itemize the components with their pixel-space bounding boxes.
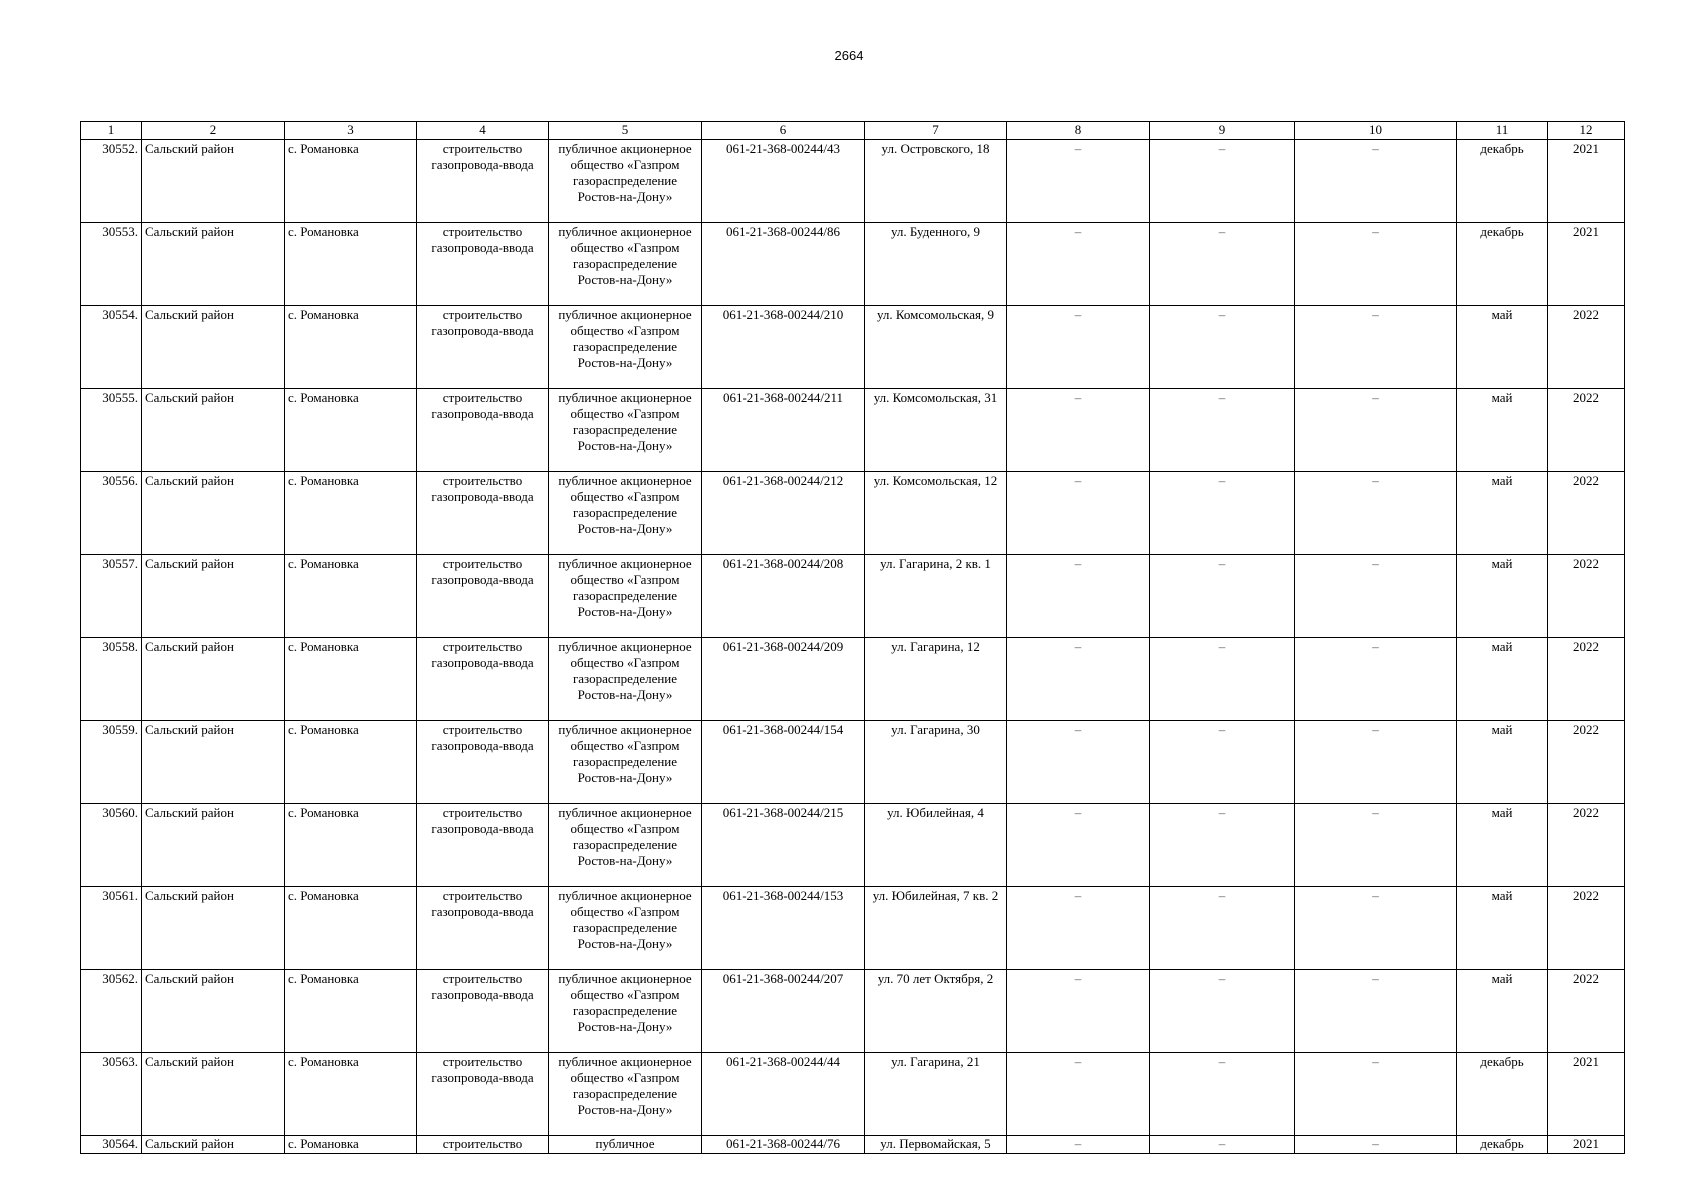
cell-year: 2021 [1548, 140, 1625, 223]
cell-year: 2022 [1548, 721, 1625, 804]
cell-col8: – [1007, 970, 1150, 1053]
cell-organization: публичное акционерное общество «Газпром газораспределение Ростов-на-Дону» [549, 638, 702, 721]
cell-registration-code: 061-21-368-00244/86 [702, 223, 865, 306]
table-header [81, 122, 1625, 140]
cell-district: Сальский район [142, 306, 285, 389]
cell-record-number: 30563. [81, 1053, 142, 1136]
cell-month: май [1457, 306, 1548, 389]
cell-registration-code: 061-21-368-00244/153 [702, 887, 865, 970]
cell-work-type: строительство газопровода-ввода [417, 223, 549, 306]
cell-year: 2022 [1548, 970, 1625, 1053]
cell-month: май [1457, 804, 1548, 887]
cell-organization: публичное акционерное общество «Газпром газораспределение Ростов-на-Дону» [549, 306, 702, 389]
cell-organization: публичное акционерное общество «Газпром газораспределение Ростов-на-Дону» [549, 887, 702, 970]
cell-organization: публичное акционерное общество «Газпром газораспределение Ростов-на-Дону» [549, 389, 702, 472]
cell-record-number: 30559. [81, 721, 142, 804]
cell-organization: публичное акционерное общество «Газпром газораспределение Ростов-на-Дону» [549, 970, 702, 1053]
table-row [81, 1136, 1625, 1154]
cell-locality: с. Романовка [285, 140, 417, 223]
cell-col8: – [1007, 887, 1150, 970]
cell-organization: публичное акционерное общество «Газпром газораспределение Ростов-на-Дону» [549, 472, 702, 555]
cell-col8: – [1007, 472, 1150, 555]
table-row [81, 1053, 1625, 1136]
table-row [81, 638, 1625, 721]
cell-address: ул. 70 лет Октября, 2 [865, 970, 1007, 1053]
cell-address: ул. Первомайская, 5 [865, 1136, 1007, 1154]
cell-district: Сальский район [142, 1136, 285, 1154]
cell-col9: – [1150, 306, 1295, 389]
cell-work-type: строительство газопровода-ввода [417, 887, 549, 970]
cell-record-number: 30554. [81, 306, 142, 389]
table-row [81, 970, 1625, 1053]
cell-locality: с. Романовка [285, 555, 417, 638]
cell-col9: – [1150, 1053, 1295, 1136]
cell-locality: с. Романовка [285, 970, 417, 1053]
cell-work-type: строительство газопровода-ввода [417, 140, 549, 223]
cell-registration-code: 061-21-368-00244/43 [702, 140, 865, 223]
cell-work-type: строительство газопровода-ввода [417, 555, 549, 638]
table-row [81, 887, 1625, 970]
cell-col10: – [1295, 1136, 1457, 1154]
cell-year: 2022 [1548, 306, 1625, 389]
cell-col10: – [1295, 555, 1457, 638]
cell-district: Сальский район [142, 1053, 285, 1136]
cell-month: декабрь [1457, 1053, 1548, 1136]
cell-col8: – [1007, 1136, 1150, 1154]
cell-month: май [1457, 389, 1548, 472]
cell-col9: – [1150, 804, 1295, 887]
cell-year: 2022 [1548, 472, 1625, 555]
cell-district: Сальский район [142, 721, 285, 804]
table-body [81, 140, 1625, 1154]
column-header-9: 9 [1150, 122, 1295, 140]
cell-year: 2022 [1548, 638, 1625, 721]
cell-organization: публичное акционерное общество «Газпром газораспределение Ростов-на-Дону» [549, 140, 702, 223]
table-row [81, 306, 1625, 389]
column-number-row [81, 122, 1625, 140]
column-header-8: 8 [1007, 122, 1150, 140]
cell-district: Сальский район [142, 223, 285, 306]
column-header-4: 4 [417, 122, 549, 140]
cell-district: Сальский район [142, 970, 285, 1053]
cell-address: ул. Гагарина, 2 кв. 1 [865, 555, 1007, 638]
cell-locality: с. Романовка [285, 887, 417, 970]
cell-record-number: 30561. [81, 887, 142, 970]
cell-locality: с. Романовка [285, 1053, 417, 1136]
cell-col8: – [1007, 140, 1150, 223]
cell-month: декабрь [1457, 223, 1548, 306]
cell-record-number: 30560. [81, 804, 142, 887]
cell-address: ул. Комсомольская, 9 [865, 306, 1007, 389]
cell-work-type: строительство газопровода-ввода [417, 638, 549, 721]
cell-address: ул. Комсомольская, 31 [865, 389, 1007, 472]
cell-month: май [1457, 472, 1548, 555]
table-row [81, 223, 1625, 306]
cell-col8: – [1007, 223, 1150, 306]
cell-work-type: строительство газопровода-ввода [417, 472, 549, 555]
table-row [81, 804, 1625, 887]
cell-organization: публичное акционерное общество «Газпром газораспределение Ростов-на-Дону» [549, 804, 702, 887]
cell-address: ул. Буденного, 9 [865, 223, 1007, 306]
cell-col9: – [1150, 638, 1295, 721]
table-row [81, 555, 1625, 638]
cell-record-number: 30557. [81, 555, 142, 638]
cell-year: 2022 [1548, 804, 1625, 887]
cell-organization: публичное акционерное общество «Газпром газораспределение Ростов-на-Дону» [549, 721, 702, 804]
cell-col10: – [1295, 140, 1457, 223]
cell-record-number: 30552. [81, 140, 142, 223]
table-row [81, 389, 1625, 472]
cell-month: май [1457, 887, 1548, 970]
cell-year: 2022 [1548, 389, 1625, 472]
cell-col9: – [1150, 389, 1295, 472]
column-header-7: 7 [865, 122, 1007, 140]
cell-month: май [1457, 970, 1548, 1053]
cell-registration-code: 061-21-368-00244/44 [702, 1053, 865, 1136]
column-header-3: 3 [285, 122, 417, 140]
cell-address: ул. Гагарина, 12 [865, 638, 1007, 721]
table-row [81, 721, 1625, 804]
table-row [81, 472, 1625, 555]
cell-year: 2021 [1548, 1053, 1625, 1136]
cell-col8: – [1007, 721, 1150, 804]
cell-col9: – [1150, 970, 1295, 1053]
cell-month: май [1457, 638, 1548, 721]
cell-record-number: 30564. [81, 1136, 142, 1154]
cell-locality: с. Романовка [285, 306, 417, 389]
column-header-12: 12 [1548, 122, 1625, 140]
cell-col10: – [1295, 638, 1457, 721]
cell-locality: с. Романовка [285, 1136, 417, 1154]
cell-col10: – [1295, 389, 1457, 472]
cell-col9: – [1150, 555, 1295, 638]
cell-district: Сальский район [142, 887, 285, 970]
cell-district: Сальский район [142, 389, 285, 472]
cell-col9: – [1150, 140, 1295, 223]
cell-organization: публичное [549, 1136, 702, 1154]
cell-registration-code: 061-21-368-00244/215 [702, 804, 865, 887]
column-header-10: 10 [1295, 122, 1457, 140]
cell-col10: – [1295, 804, 1457, 887]
cell-month: декабрь [1457, 1136, 1548, 1154]
cell-work-type: строительство газопровода-ввода [417, 1053, 549, 1136]
cell-year: 2021 [1548, 223, 1625, 306]
cell-organization: публичное акционерное общество «Газпром газораспределение Ростов-на-Дону» [549, 555, 702, 638]
cell-district: Сальский район [142, 804, 285, 887]
cell-col10: – [1295, 306, 1457, 389]
cell-year: 2022 [1548, 887, 1625, 970]
cell-locality: с. Романовка [285, 472, 417, 555]
cell-col8: – [1007, 1053, 1150, 1136]
cell-locality: с. Романовка [285, 389, 417, 472]
cell-record-number: 30562. [81, 970, 142, 1053]
cell-col10: – [1295, 223, 1457, 306]
cell-month: май [1457, 721, 1548, 804]
cell-col9: – [1150, 887, 1295, 970]
cell-month: декабрь [1457, 140, 1548, 223]
cell-col10: – [1295, 721, 1457, 804]
cell-col8: – [1007, 389, 1150, 472]
cell-registration-code: 061-21-368-00244/207 [702, 970, 865, 1053]
cell-record-number: 30555. [81, 389, 142, 472]
cell-registration-code: 061-21-368-00244/209 [702, 638, 865, 721]
cell-district: Сальский район [142, 140, 285, 223]
cell-district: Сальский район [142, 638, 285, 721]
cell-col10: – [1295, 970, 1457, 1053]
cell-col8: – [1007, 555, 1150, 638]
cell-work-type: строительство газопровода-ввода [417, 306, 549, 389]
cell-registration-code: 061-21-368-00244/208 [702, 555, 865, 638]
cell-district: Сальский район [142, 472, 285, 555]
cell-col9: – [1150, 223, 1295, 306]
cell-work-type: строительство газопровода-ввода [417, 970, 549, 1053]
cell-address: ул. Гагарина, 30 [865, 721, 1007, 804]
cell-registration-code: 061-21-368-00244/154 [702, 721, 865, 804]
cell-year: 2021 [1548, 1136, 1625, 1154]
register-table [80, 121, 1625, 1154]
cell-month: май [1457, 555, 1548, 638]
cell-address: ул. Юбилейная, 7 кв. 2 [865, 887, 1007, 970]
cell-record-number: 30553. [81, 223, 142, 306]
cell-address: ул. Юбилейная, 4 [865, 804, 1007, 887]
table-row [81, 140, 1625, 223]
cell-work-type: строительство газопровода-ввода [417, 721, 549, 804]
column-header-11: 11 [1457, 122, 1548, 140]
cell-address: ул. Островского, 18 [865, 140, 1007, 223]
cell-work-type: строительство [417, 1136, 549, 1154]
cell-address: ул. Гагарина, 21 [865, 1053, 1007, 1136]
cell-col8: – [1007, 306, 1150, 389]
cell-organization: публичное акционерное общество «Газпром газораспределение Ростов-на-Дону» [549, 1053, 702, 1136]
column-header-2: 2 [142, 122, 285, 140]
cell-registration-code: 061-21-368-00244/212 [702, 472, 865, 555]
column-header-6: 6 [702, 122, 865, 140]
cell-work-type: строительство газопровода-ввода [417, 804, 549, 887]
cell-col8: – [1007, 804, 1150, 887]
cell-locality: с. Романовка [285, 721, 417, 804]
cell-registration-code: 061-21-368-00244/76 [702, 1136, 865, 1154]
page-number: 2664 [834, 48, 864, 63]
cell-col8: – [1007, 638, 1150, 721]
cell-address: ул. Комсомольская, 12 [865, 472, 1007, 555]
column-header-1: 1 [81, 122, 142, 140]
cell-col10: – [1295, 1053, 1457, 1136]
cell-col9: – [1150, 1136, 1295, 1154]
cell-locality: с. Романовка [285, 638, 417, 721]
column-header-5: 5 [549, 122, 702, 140]
cell-col10: – [1295, 472, 1457, 555]
cell-col9: – [1150, 721, 1295, 804]
cell-col9: – [1150, 472, 1295, 555]
cell-registration-code: 061-21-368-00244/211 [702, 389, 865, 472]
cell-locality: с. Романовка [285, 223, 417, 306]
cell-work-type: строительство газопровода-ввода [417, 389, 549, 472]
cell-year: 2022 [1548, 555, 1625, 638]
cell-district: Сальский район [142, 555, 285, 638]
cell-locality: с. Романовка [285, 804, 417, 887]
cell-record-number: 30558. [81, 638, 142, 721]
cell-registration-code: 061-21-368-00244/210 [702, 306, 865, 389]
cell-record-number: 30556. [81, 472, 142, 555]
cell-col10: – [1295, 887, 1457, 970]
cell-organization: публичное акционерное общество «Газпром газораспределение Ростов-на-Дону» [549, 223, 702, 306]
